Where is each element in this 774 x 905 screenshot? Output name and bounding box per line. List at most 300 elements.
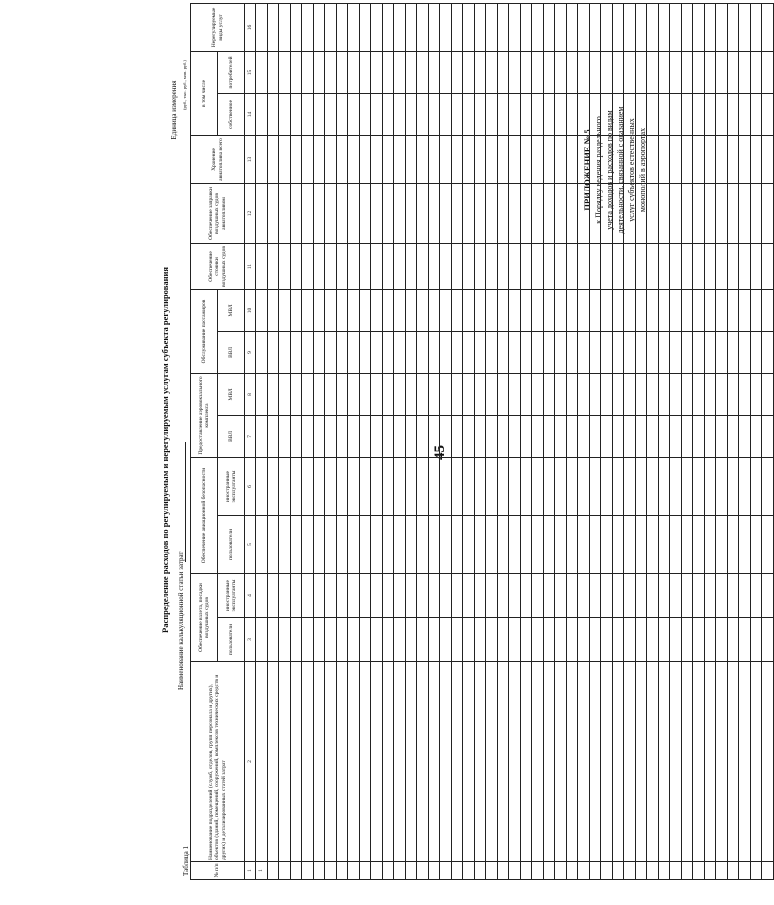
table-cell[interactable]	[612, 51, 624, 93]
table-cell[interactable]	[382, 662, 394, 862]
table-cell[interactable]	[474, 415, 486, 457]
table-cell[interactable]	[750, 662, 762, 862]
table-cell[interactable]	[382, 515, 394, 573]
table-cell[interactable]	[394, 183, 406, 243]
table-cell[interactable]	[509, 662, 521, 862]
table-cell[interactable]	[520, 573, 532, 617]
table-cell[interactable]	[543, 243, 555, 289]
table-cell[interactable]	[543, 515, 555, 573]
table-cell[interactable]	[428, 415, 440, 457]
table-cell[interactable]	[451, 457, 463, 515]
table-cell[interactable]	[716, 183, 728, 243]
table-cell[interactable]	[405, 289, 417, 331]
table-cell[interactable]	[762, 573, 774, 617]
table-cell[interactable]	[267, 331, 279, 373]
table-cell[interactable]	[302, 289, 314, 331]
table-cell[interactable]	[750, 573, 762, 617]
table-cell[interactable]	[578, 573, 590, 617]
table-cell[interactable]	[279, 373, 291, 415]
table-cell[interactable]	[486, 618, 498, 662]
table-cell[interactable]	[704, 662, 716, 862]
table-cell[interactable]	[313, 289, 325, 331]
table-cell[interactable]	[670, 93, 682, 135]
table-cell[interactable]	[497, 51, 509, 93]
table-cell[interactable]	[290, 373, 302, 415]
table-cell[interactable]	[394, 243, 406, 289]
table-cell[interactable]	[325, 662, 337, 862]
table-cell[interactable]	[359, 243, 371, 289]
table-cell[interactable]	[762, 3, 774, 51]
table-cell[interactable]	[601, 415, 613, 457]
table-cell[interactable]	[336, 662, 348, 862]
table-cell[interactable]	[463, 3, 475, 51]
table-cell[interactable]	[589, 289, 601, 331]
table-cell[interactable]	[279, 457, 291, 515]
table-cell[interactable]	[543, 373, 555, 415]
table-cell[interactable]	[555, 662, 567, 862]
table-cell[interactable]	[762, 331, 774, 373]
table-cell[interactable]	[681, 3, 693, 51]
table-cell[interactable]	[727, 573, 739, 617]
table-cell[interactable]	[693, 515, 705, 573]
table-cell[interactable]	[394, 93, 406, 135]
table-cell[interactable]	[279, 3, 291, 51]
table-cell[interactable]	[463, 243, 475, 289]
table-cell[interactable]	[474, 93, 486, 135]
table-cell[interactable]	[428, 289, 440, 331]
table-cell[interactable]	[658, 3, 670, 51]
table-cell[interactable]	[463, 457, 475, 515]
table-cell[interactable]	[313, 618, 325, 662]
table-cell[interactable]	[716, 289, 728, 331]
table-cell[interactable]	[451, 618, 463, 662]
table-cell[interactable]	[566, 183, 578, 243]
table-cell[interactable]	[601, 862, 613, 880]
table-cell[interactable]	[405, 3, 417, 51]
table-cell[interactable]	[693, 662, 705, 862]
table-cell[interactable]	[716, 243, 728, 289]
table-cell[interactable]	[509, 373, 521, 415]
table-cell[interactable]	[566, 51, 578, 93]
table-cell[interactable]	[532, 573, 544, 617]
table-cell[interactable]	[440, 862, 452, 880]
table-cell[interactable]	[624, 3, 636, 51]
table-cell[interactable]	[624, 862, 636, 880]
table-cell[interactable]	[428, 243, 440, 289]
table-cell[interactable]	[336, 243, 348, 289]
table-cell[interactable]	[635, 3, 647, 51]
table-cell[interactable]	[417, 51, 429, 93]
table-cell[interactable]	[727, 373, 739, 415]
table-cell[interactable]	[739, 243, 751, 289]
table-cell[interactable]	[463, 183, 475, 243]
table-cell[interactable]	[762, 243, 774, 289]
table-cell[interactable]	[566, 515, 578, 573]
table-cell[interactable]	[624, 289, 636, 331]
table-cell[interactable]	[578, 862, 590, 880]
table-cell[interactable]	[463, 135, 475, 183]
table-cell[interactable]	[589, 457, 601, 515]
table-cell[interactable]	[532, 289, 544, 331]
table-cell[interactable]	[348, 289, 360, 331]
table-cell[interactable]	[658, 662, 670, 862]
table-cell[interactable]	[739, 573, 751, 617]
table-cell[interactable]	[624, 373, 636, 415]
table-cell[interactable]	[290, 618, 302, 662]
table-cell[interactable]	[428, 373, 440, 415]
table-cell[interactable]	[313, 135, 325, 183]
table-cell[interactable]	[589, 135, 601, 183]
table-cell[interactable]	[497, 3, 509, 51]
table-cell[interactable]	[635, 662, 647, 862]
table-cell[interactable]	[428, 457, 440, 515]
table-cell[interactable]	[543, 183, 555, 243]
table-cell[interactable]	[348, 51, 360, 93]
table-cell[interactable]	[382, 183, 394, 243]
table-cell[interactable]	[371, 51, 383, 93]
table-cell[interactable]	[727, 515, 739, 573]
table-cell[interactable]	[428, 862, 440, 880]
table-cell[interactable]	[405, 373, 417, 415]
table-cell[interactable]	[601, 618, 613, 662]
table-cell[interactable]	[451, 135, 463, 183]
table-cell[interactable]	[497, 662, 509, 862]
table-cell[interactable]	[555, 243, 567, 289]
table-cell[interactable]	[543, 331, 555, 373]
table-cell[interactable]	[313, 515, 325, 573]
table-cell[interactable]	[578, 618, 590, 662]
table-cell[interactable]	[704, 573, 716, 617]
table-cell[interactable]	[589, 51, 601, 93]
table-cell[interactable]	[371, 331, 383, 373]
table-cell[interactable]	[382, 135, 394, 183]
table-cell[interactable]	[681, 51, 693, 93]
table-cell[interactable]	[497, 135, 509, 183]
table-cell[interactable]	[566, 862, 578, 880]
table-cell[interactable]	[589, 183, 601, 243]
table-cell[interactable]	[463, 289, 475, 331]
table-cell[interactable]	[727, 618, 739, 662]
table-cell[interactable]	[532, 93, 544, 135]
table-cell[interactable]	[543, 51, 555, 93]
table-cell[interactable]	[750, 51, 762, 93]
table-cell[interactable]	[497, 457, 509, 515]
table-cell[interactable]	[451, 862, 463, 880]
table-cell[interactable]	[382, 457, 394, 515]
table-cell[interactable]	[624, 573, 636, 617]
table-cell[interactable]	[417, 618, 429, 662]
table-cell[interactable]	[727, 135, 739, 183]
table-cell[interactable]	[647, 457, 659, 515]
table-cell[interactable]	[578, 243, 590, 289]
table-cell[interactable]	[578, 135, 590, 183]
table-cell[interactable]	[612, 331, 624, 373]
table-cell[interactable]	[451, 331, 463, 373]
table-cell[interactable]	[612, 573, 624, 617]
table-cell[interactable]	[359, 457, 371, 515]
table-cell[interactable]	[440, 457, 452, 515]
table-cell[interactable]	[394, 289, 406, 331]
table-cell[interactable]	[681, 515, 693, 573]
table-cell[interactable]	[348, 662, 360, 862]
table-cell[interactable]	[394, 415, 406, 457]
table-cell[interactable]	[440, 373, 452, 415]
table-cell[interactable]	[279, 135, 291, 183]
table-cell[interactable]	[739, 331, 751, 373]
table-cell[interactable]	[279, 183, 291, 243]
table-cell[interactable]	[612, 183, 624, 243]
table-cell[interactable]	[658, 289, 670, 331]
table-cell[interactable]	[382, 373, 394, 415]
table-cell[interactable]	[635, 415, 647, 457]
table-cell[interactable]	[704, 51, 716, 93]
table-cell[interactable]	[474, 515, 486, 573]
table-cell[interactable]	[509, 331, 521, 373]
table-cell[interactable]	[520, 183, 532, 243]
table-cell[interactable]	[670, 51, 682, 93]
table-cell[interactable]	[658, 415, 670, 457]
table-cell[interactable]	[463, 515, 475, 573]
table-cell[interactable]	[497, 862, 509, 880]
table-cell[interactable]	[681, 457, 693, 515]
table-cell[interactable]	[382, 618, 394, 662]
table-cell[interactable]	[624, 51, 636, 93]
table-cell[interactable]	[670, 515, 682, 573]
table-cell[interactable]	[256, 415, 268, 457]
table-cell[interactable]	[681, 93, 693, 135]
table-cell[interactable]	[267, 662, 279, 862]
table-cell[interactable]	[624, 415, 636, 457]
table-cell[interactable]	[405, 515, 417, 573]
table-cell[interactable]	[670, 373, 682, 415]
table-cell[interactable]	[658, 618, 670, 662]
table-cell[interactable]	[704, 183, 716, 243]
table-cell[interactable]	[486, 183, 498, 243]
table-cell[interactable]	[635, 289, 647, 331]
table-cell[interactable]	[589, 243, 601, 289]
table-cell[interactable]	[658, 457, 670, 515]
table-cell[interactable]	[693, 135, 705, 183]
table-cell[interactable]	[670, 618, 682, 662]
table-cell[interactable]	[578, 183, 590, 243]
table-cell[interactable]	[750, 515, 762, 573]
table-cell[interactable]	[555, 515, 567, 573]
table-cell[interactable]	[658, 515, 670, 573]
table-cell[interactable]	[302, 3, 314, 51]
table-cell[interactable]	[658, 51, 670, 93]
table-cell[interactable]	[601, 243, 613, 289]
table-cell[interactable]	[267, 457, 279, 515]
table-cell[interactable]	[520, 135, 532, 183]
table-cell[interactable]	[405, 662, 417, 862]
table-cell[interactable]	[693, 457, 705, 515]
table-cell[interactable]	[681, 135, 693, 183]
table-cell[interactable]	[589, 618, 601, 662]
table-cell[interactable]	[290, 457, 302, 515]
table-cell[interactable]	[336, 289, 348, 331]
table-cell[interactable]	[463, 573, 475, 617]
table-cell[interactable]	[704, 331, 716, 373]
table-cell[interactable]	[716, 373, 728, 415]
table-cell[interactable]	[290, 515, 302, 573]
table-cell[interactable]	[750, 415, 762, 457]
table-cell[interactable]	[348, 862, 360, 880]
table-cell[interactable]	[647, 93, 659, 135]
table-cell[interactable]	[566, 135, 578, 183]
table-cell[interactable]	[727, 243, 739, 289]
table-cell[interactable]	[612, 135, 624, 183]
table-cell[interactable]	[405, 862, 417, 880]
table-cell[interactable]	[555, 373, 567, 415]
table-cell[interactable]	[716, 618, 728, 662]
table-cell[interactable]	[681, 662, 693, 862]
table-cell[interactable]	[348, 618, 360, 662]
table-cell[interactable]	[428, 515, 440, 573]
table-cell[interactable]	[543, 573, 555, 617]
table-cell[interactable]	[520, 289, 532, 331]
table-cell[interactable]	[520, 93, 532, 135]
table-cell[interactable]	[750, 457, 762, 515]
table-cell[interactable]	[256, 515, 268, 573]
table-cell[interactable]	[497, 289, 509, 331]
table-cell[interactable]	[279, 515, 291, 573]
table-cell[interactable]	[428, 3, 440, 51]
table-cell[interactable]	[727, 331, 739, 373]
table-cell[interactable]	[762, 183, 774, 243]
table-cell[interactable]	[440, 51, 452, 93]
table-cell[interactable]	[371, 457, 383, 515]
table-cell[interactable]	[325, 573, 337, 617]
table-cell[interactable]	[256, 373, 268, 415]
table-cell[interactable]	[601, 3, 613, 51]
table-cell[interactable]	[727, 289, 739, 331]
table-cell[interactable]	[267, 373, 279, 415]
table-cell[interactable]	[359, 618, 371, 662]
table-cell[interactable]	[451, 243, 463, 289]
table-cell[interactable]	[394, 573, 406, 617]
table-cell[interactable]	[658, 331, 670, 373]
table-cell[interactable]	[394, 618, 406, 662]
table-cell[interactable]	[555, 183, 567, 243]
table-cell[interactable]	[555, 51, 567, 93]
table-cell[interactable]	[693, 289, 705, 331]
table-cell[interactable]	[474, 618, 486, 662]
table-cell[interactable]	[336, 183, 348, 243]
table-cell[interactable]	[348, 373, 360, 415]
table-cell[interactable]	[497, 331, 509, 373]
table-cell[interactable]	[647, 373, 659, 415]
table-cell[interactable]	[647, 51, 659, 93]
table-cell[interactable]	[520, 373, 532, 415]
table-cell[interactable]	[405, 618, 417, 662]
table-cell[interactable]	[417, 415, 429, 457]
table-cell[interactable]	[727, 183, 739, 243]
table-cell[interactable]	[359, 331, 371, 373]
table-cell[interactable]	[555, 93, 567, 135]
table-cell[interactable]	[555, 862, 567, 880]
table-cell[interactable]	[290, 3, 302, 51]
table-cell[interactable]	[624, 93, 636, 135]
table-cell[interactable]	[302, 662, 314, 862]
table-cell[interactable]	[693, 618, 705, 662]
table-cell[interactable]	[647, 289, 659, 331]
table-cell[interactable]	[325, 457, 337, 515]
table-cell[interactable]	[486, 457, 498, 515]
table-cell[interactable]	[313, 573, 325, 617]
table-cell[interactable]	[394, 662, 406, 862]
table-cell[interactable]	[727, 51, 739, 93]
table-cell[interactable]	[762, 373, 774, 415]
table-cell[interactable]	[670, 243, 682, 289]
table-cell[interactable]	[681, 289, 693, 331]
table-cell[interactable]	[359, 289, 371, 331]
table-cell[interactable]	[313, 415, 325, 457]
table-cell[interactable]	[578, 457, 590, 515]
table-cell[interactable]	[325, 183, 337, 243]
table-cell[interactable]	[509, 415, 521, 457]
table-cell[interactable]	[371, 515, 383, 573]
table-cell[interactable]	[555, 415, 567, 457]
table-cell[interactable]	[428, 618, 440, 662]
table-cell[interactable]	[486, 573, 498, 617]
table-cell[interactable]	[359, 515, 371, 573]
table-cell[interactable]	[440, 415, 452, 457]
table-cell[interactable]	[348, 135, 360, 183]
table-cell[interactable]	[762, 515, 774, 573]
table-cell[interactable]	[612, 415, 624, 457]
table-cell[interactable]	[313, 51, 325, 93]
table-cell[interactable]	[589, 331, 601, 373]
table-cell[interactable]	[417, 662, 429, 862]
table-cell[interactable]	[497, 515, 509, 573]
table-cell[interactable]	[382, 93, 394, 135]
table-cell[interactable]	[509, 573, 521, 617]
table-cell[interactable]	[279, 862, 291, 880]
table-cell[interactable]	[739, 135, 751, 183]
table-cell[interactable]	[267, 573, 279, 617]
table-cell[interactable]	[302, 573, 314, 617]
table-cell[interactable]	[532, 135, 544, 183]
table-cell[interactable]	[532, 618, 544, 662]
table-cell[interactable]	[336, 3, 348, 51]
table-cell[interactable]	[601, 93, 613, 135]
table-cell[interactable]	[428, 331, 440, 373]
table-cell[interactable]	[681, 331, 693, 373]
table-cell[interactable]	[290, 415, 302, 457]
table-cell[interactable]	[313, 662, 325, 862]
table-cell[interactable]	[704, 618, 716, 662]
table-cell[interactable]	[267, 515, 279, 573]
table-cell[interactable]	[325, 289, 337, 331]
table-cell[interactable]	[635, 135, 647, 183]
table-cell[interactable]	[635, 573, 647, 617]
table-cell[interactable]	[566, 618, 578, 662]
table-cell[interactable]	[371, 3, 383, 51]
table-cell[interactable]	[359, 135, 371, 183]
table-cell[interactable]	[532, 662, 544, 862]
table-cell[interactable]	[520, 3, 532, 51]
table-cell[interactable]	[601, 135, 613, 183]
table-cell[interactable]	[290, 93, 302, 135]
table-cell[interactable]	[555, 573, 567, 617]
table-cell[interactable]	[647, 573, 659, 617]
table-cell[interactable]	[509, 135, 521, 183]
table-cell[interactable]	[727, 93, 739, 135]
table-cell[interactable]	[394, 3, 406, 51]
table-cell[interactable]	[543, 662, 555, 862]
table-cell[interactable]	[474, 183, 486, 243]
table-cell[interactable]	[417, 183, 429, 243]
